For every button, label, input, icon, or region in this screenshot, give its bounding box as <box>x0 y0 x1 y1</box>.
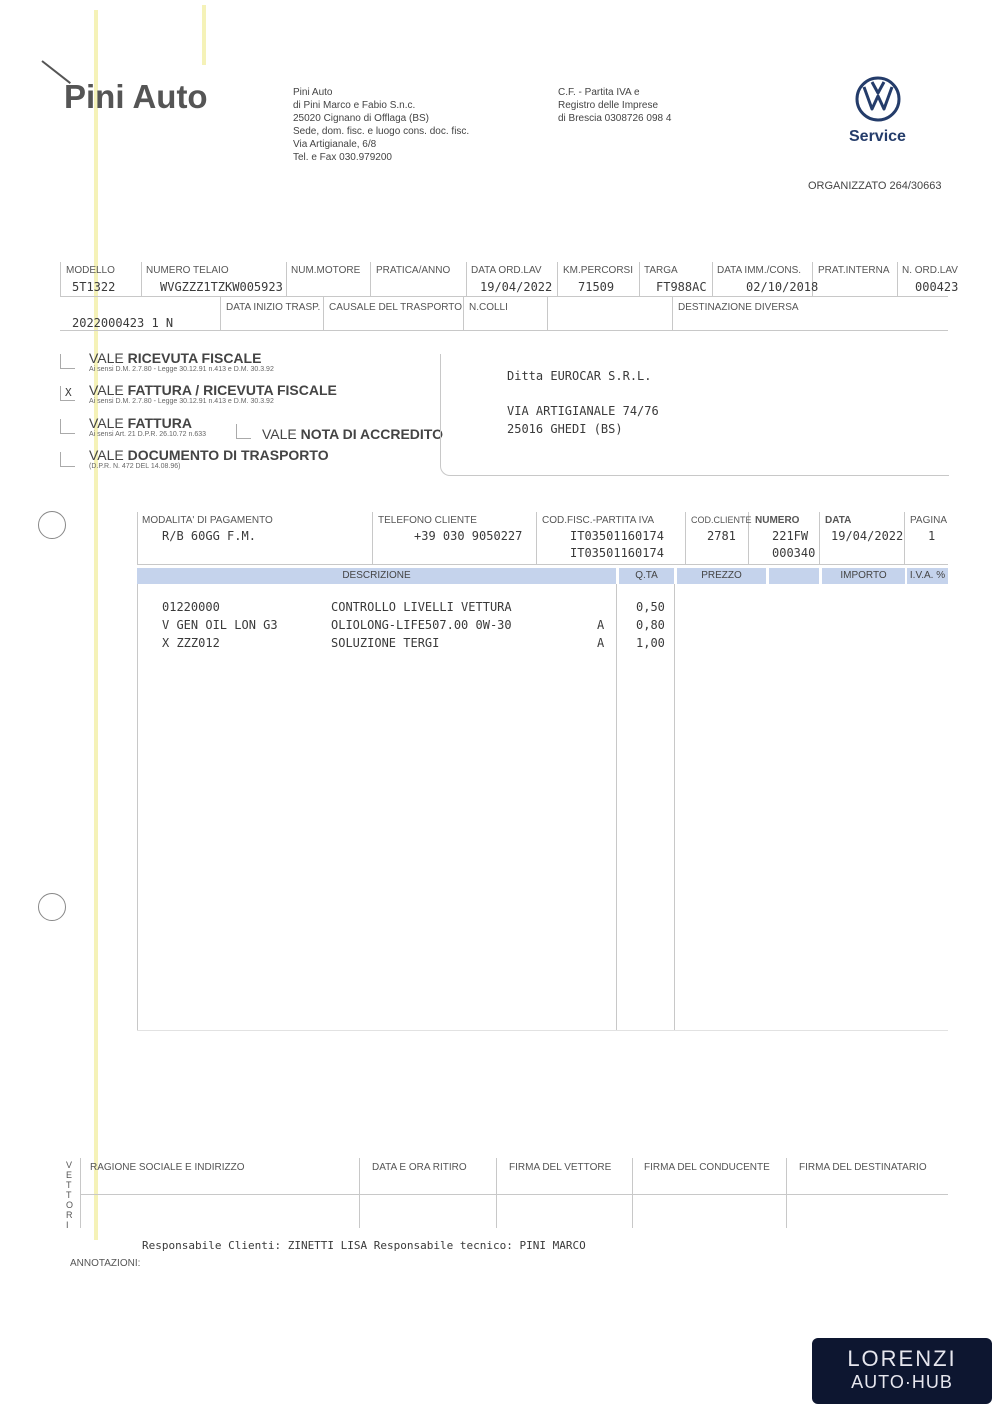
col-header-prezzo: PREZZO <box>677 568 766 584</box>
targa-value: FT988AC <box>656 280 707 294</box>
col-header-iva: I.V.A. % <box>907 568 948 584</box>
firma-vettore-label: FIRMA DEL VETTORE <box>509 1162 612 1173</box>
col-header-descrizione: DESCRIZIONE <box>137 568 616 584</box>
causale-label: CAUSALE DEL TRASPORTO <box>329 302 463 313</box>
doc-type-fattura-ricevuta: VALE FATTURA / RICEVUTA FISCALE Ai sensi D.M. 2.7.80 - Legge 30.12.91 n.413 e D.M. 30.3.92 <box>89 382 337 405</box>
data-imm-value: 02/10/2018 <box>746 280 819 294</box>
data-value: 19/04/2022 <box>831 529 904 543</box>
doc-type-ricevuta: VALE RICEVUTA FISCALE Ai sensi D.M. 2.7.80 - Legge 30.12.91 n.413 e D.M. 30.3.92 <box>89 350 274 373</box>
scan-streak <box>94 10 98 1240</box>
pratica-label: PRATICA/ANNO <box>376 265 451 276</box>
modalita-label: MODALITA' DI PAGAMENTO <box>142 515 273 526</box>
km-value: 71509 <box>578 280 615 294</box>
km-label: KM.PERCORSI <box>563 265 634 276</box>
destinazione-label: DESTINAZIONE DIVERSA <box>678 302 799 313</box>
col-header-blank <box>769 568 819 584</box>
data-ord-value: 19/04/2022 <box>480 280 553 294</box>
pagina-value: 1 <box>928 529 936 543</box>
watermark-line-1: LORENZI <box>847 1346 957 1371</box>
doc-type-nota-accredito: VALE NOTA DI ACCREDITO <box>262 426 443 442</box>
ragione-label: RAGIONE SOCIALE E INDIRIZZO <box>90 1162 245 1173</box>
row-qta: 0,50 <box>636 600 665 614</box>
colli-label: N.COLLI <box>469 302 508 313</box>
telaio-label: NUMERO TELAIO <box>146 265 229 276</box>
telefono-value: +39 030 9050227 <box>414 529 523 543</box>
row-description: CONTROLLO LIVELLI VETTURA <box>331 600 512 614</box>
row-flag: A <box>597 636 605 650</box>
doc-type-trasporto: VALE DOCUMENTO DI TRASPORTO (D.P.R. N. 472 DEL 14.08.96) <box>89 447 329 470</box>
data-ord-label: DATA ORD.LAV <box>471 265 542 276</box>
numero-label: NUMERO <box>755 515 800 526</box>
punch-hole <box>38 893 66 921</box>
codfisc-value-2: IT03501160174 <box>570 546 664 560</box>
doc-type-check-mark: X <box>65 386 72 399</box>
vw-logo-icon <box>855 76 901 127</box>
codcliente-label: COD.CLIENTE <box>691 515 752 525</box>
codfisc-value-1: IT03501160174 <box>570 529 664 543</box>
targa-label: TARGA <box>644 265 678 276</box>
trasp-label: DATA INIZIO TRASP. <box>226 302 321 313</box>
recipient-name: Ditta EUROCAR S.R.L. <box>507 369 652 383</box>
firma-destinatario-label: FIRMA DEL DESTINATARIO <box>799 1162 927 1173</box>
scan-streak <box>202 5 206 65</box>
n-ord-value: 000423 <box>915 280 959 294</box>
row-code: X ZZZ012 <box>162 636 220 650</box>
modello-label: MODELLO <box>66 265 115 276</box>
col-header-importo: IMPORTO <box>822 568 905 584</box>
logo: Pini Auto <box>64 78 208 115</box>
row-flag: A <box>597 618 605 632</box>
n-ord-label: N. ORD.LAV <box>902 265 958 276</box>
company-info: Pini Auto di Pini Marco e Fabio S.n.c. 25020 Cignano di Offlaga (BS) Sede, dom. fisc. e luogo cons. doc. fisc. Via Artigianale, 6/8 Tel. e Fax 030.979200 <box>293 87 470 163</box>
row-code: 01220000 <box>162 600 220 614</box>
prat-interna-label: PRAT.INTERNA <box>818 265 890 276</box>
watermark-line-2: AUTO·HUB <box>851 1372 953 1392</box>
organizzato: ORGANIZZATO 264/30663 <box>808 180 942 192</box>
firma-conducente-label: FIRMA DEL CONDUCENTE <box>644 1162 770 1173</box>
responsabili: Responsabile Clienti: ZINETTI LISA Responsabile tecnico: PINI MARCO <box>142 1239 586 1252</box>
numero-value-2: 000340 <box>772 546 816 560</box>
numero-value-1: 221FW <box>772 529 809 543</box>
recipient-city: 25016 GHEDI (BS) <box>507 422 623 436</box>
row-qta: 0,80 <box>636 618 665 632</box>
col-header-qta: Q.TA <box>619 568 674 584</box>
watermark-badge <box>812 1338 992 1404</box>
telefono-label: TELEFONO CLIENTE <box>378 515 477 526</box>
codfisc-label: COD.FISC.-PARTITA IVA <box>542 515 655 526</box>
data-label: DATA <box>825 515 852 526</box>
vettori-label: VETTORI <box>66 1160 74 1230</box>
row-description: SOLUZIONE TERGI <box>331 636 440 650</box>
recipient-address: VIA ARTIGIANALE 74/76 <box>507 404 659 418</box>
annotazioni-label: ANNOTAZIONI: <box>70 1258 141 1269</box>
codcliente-value: 2781 <box>707 529 736 543</box>
row-qta: 1,00 <box>636 636 665 650</box>
pagina-label: PAGINA <box>910 515 948 526</box>
modello-value: 5T1322 <box>72 280 116 294</box>
doc-type-fattura: VALE FATTURA Ai sensi Art. 21 D.P.R. 26.10.72 n.633 <box>89 415 207 438</box>
punch-hole <box>38 511 66 539</box>
row-description: OLIOLONG-LIFE507.00 0W-30 <box>331 618 512 632</box>
data-imm-label: DATA IMM./CONS. <box>717 265 802 276</box>
order-ref: 2022000423 1 N <box>72 316 174 330</box>
row-code: V GEN OIL LON G3 <box>162 618 278 632</box>
brand-service: Service <box>849 128 906 145</box>
data-ritiro-label: DATA E ORA RITIRO <box>372 1162 467 1173</box>
telaio-value: WVGZZZ1TZKW005923 <box>160 280 283 294</box>
motore-label: NUM.MOTORE <box>291 265 361 276</box>
modalita-value: R/B 60GG F.M. <box>162 529 256 543</box>
fiscal-info: C.F. - Partita IVA e Registro delle Imprese di Brescia 0308726 098 4 <box>558 87 672 124</box>
